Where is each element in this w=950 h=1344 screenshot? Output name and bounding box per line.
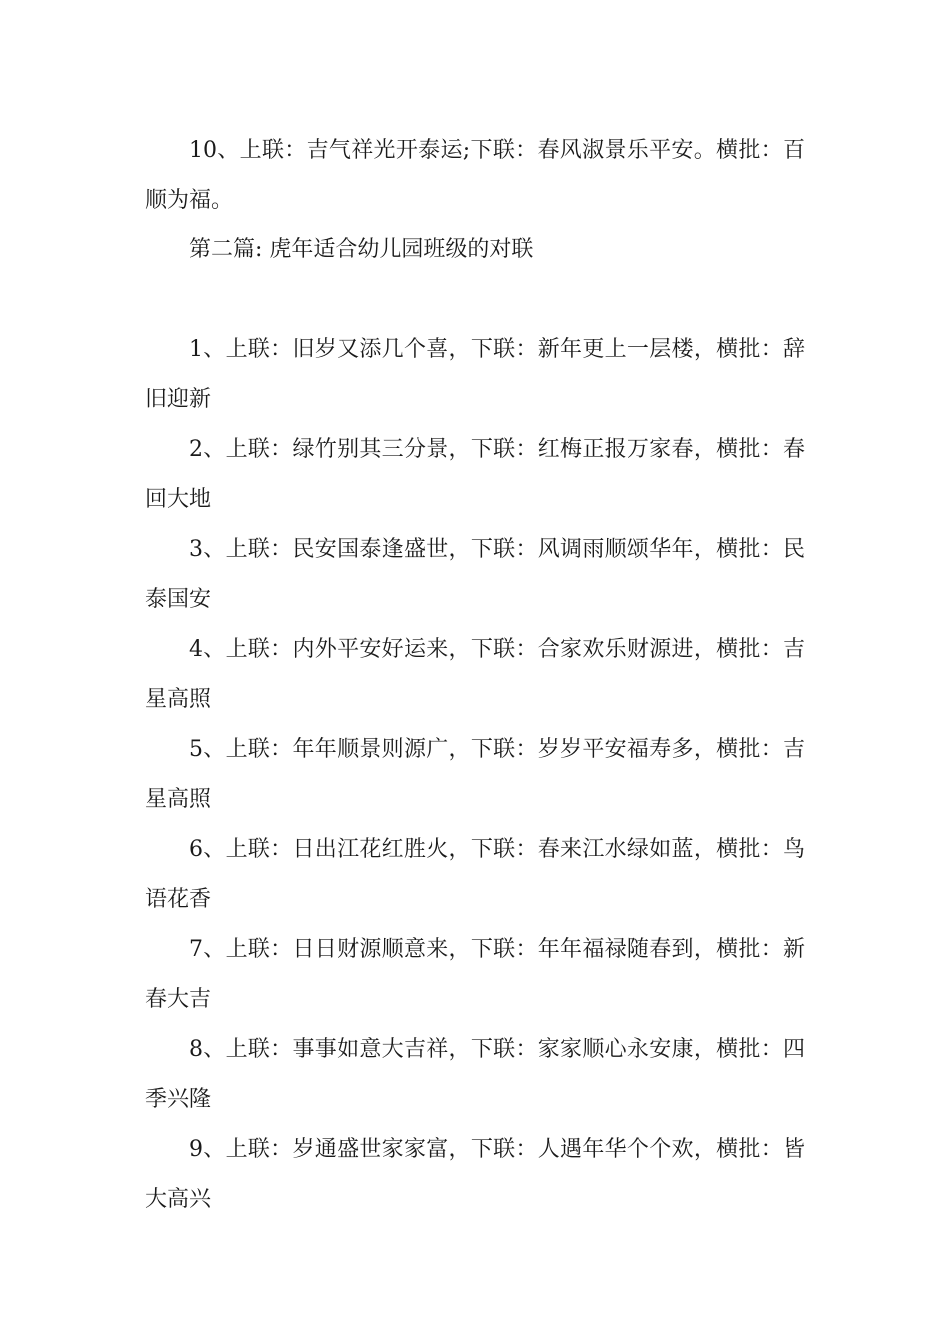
couplet-item-4: 4、上联：内外平安好运来，下联：合家欢乐财源进，横批：吉星高照 xyxy=(145,637,805,712)
couplet-list xyxy=(145,325,805,1225)
couplet-item-9: 9、上联：岁通盛世家家富，下联：人遇年华个个欢，横批：皆大高兴 xyxy=(145,1137,805,1212)
section-heading: 第二篇: 虎年适合幼儿园班级的对联 xyxy=(189,237,534,262)
couplet-item-3: 3、上联：民安国泰逢盛世，下联：风调雨顺颂华年，横批：民泰国安 xyxy=(145,537,805,612)
couplet-item-7: 7、上联：日日财源顺意来，下联：年年福禄随春到，横批：新春大吉 xyxy=(145,937,805,1012)
couplet-item-6: 6、上联：日出江花红胜火，下联：春来江水绿如蓝，横批：鸟语花香 xyxy=(145,837,805,912)
couplet-item-5: 5、上联：年年顺景则源广，下联：岁岁平安福寿多，横批：吉星高照 xyxy=(145,737,805,812)
couplet-item-2: 2、上联：绿竹别其三分景，下联：红梅正报万家春，横批：春回大地 xyxy=(145,437,805,512)
couplet-10-paragraph: 10、上联：吉气祥光开泰运;下联：春风淑景乐平安。横批：百顺为福。 xyxy=(145,138,805,213)
couplet-item-8: 8、上联：事事如意大吉祥，下联：家家顺心永安康，横批：四季兴隆 xyxy=(145,1037,805,1112)
couplet-item-1: 1、上联：旧岁又添几个喜，下联：新年更上一层楼，横批：辞旧迎新 xyxy=(145,337,805,412)
